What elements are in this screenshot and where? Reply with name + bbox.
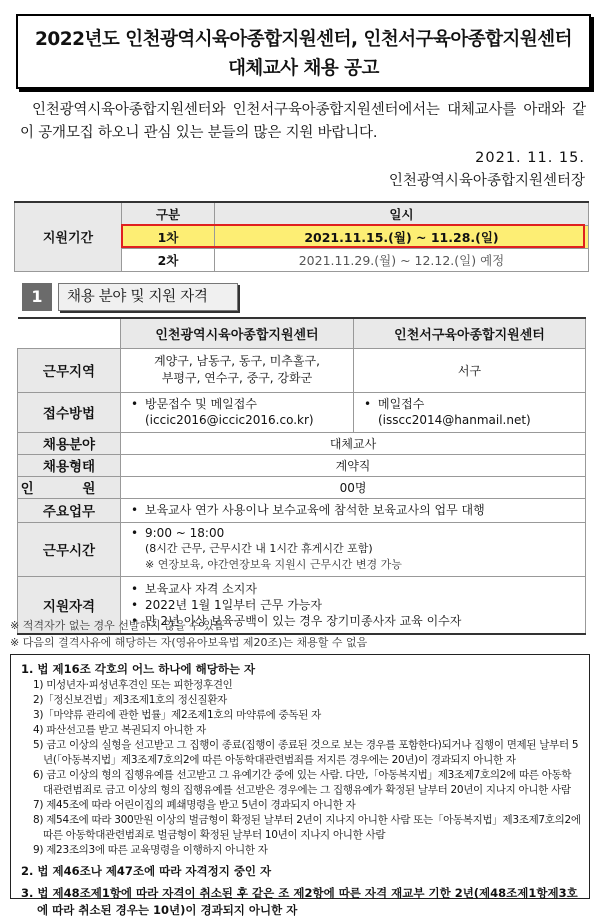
headcount-label: 인 원 (18, 476, 121, 498)
disq-item: 5) 금고 이상의 실형을 선고받고 그 집행이 종료(집행이 종료된 것으로 보는 경우를 포함한다)되거나 집행이 면제된 날부터 5년(「아동복지법」제3조제7호의2에 따른 아동학대관련범죄를 저지른 경우에는 20년)이 경과되지 아니한 자 (33, 739, 579, 766)
reception-b (354, 392, 586, 432)
round-2-period: 2021.11.29.(월) ~ 12.12.(일) 예정 (215, 248, 589, 271)
apply-period-label: 지원기간 (15, 202, 122, 271)
disq-item: 7) 제45조에 따라 어린이집의 폐쇄명령을 받고 5년이 경과되지 아니한 자 (33, 799, 356, 811)
section-title: 채용 분야 및 지원 자격 (58, 283, 238, 311)
work-area-a-line1: 계양구, 남동구, 동구, 미추홀구, (154, 354, 320, 368)
hours-value: • 9:00 ~ 18:00 (129, 525, 585, 541)
round-1: 1차 (122, 225, 215, 248)
duty-label: 주요업무 (18, 498, 121, 522)
hours-note1: (8시간 근무, 근무시간 내 1시간 휴게시간 포함) (145, 542, 373, 555)
disq-item: 2)「정신보건법」제3조제1호의 정신질환자 (33, 694, 228, 706)
work-area-a (121, 348, 354, 392)
disq-heading-2: 2. 법 제46조나 제47조에 따라 자격정지 중인 자 (21, 864, 272, 878)
issuer: 인천광역시육아종합지원센터장 (388, 173, 585, 189)
col-when-header: 일시 (215, 202, 589, 225)
disq-heading-3: 3. 법 제48조제1항에 따라 자격이 취소된 후 같은 조 제2항에 따른 자격 재교부 기한 2년(제48조제1항제3호에 따라 취소된 경우는 10년)이 경과되지 아니한 자 (21, 886, 578, 917)
disq-item: 6) 금고 이상의 형의 집행유예를 선고받고 그 유예기간 중에 있는 사람. 다만,「아동복지법」제3조제7호의2에 따른 아동학대관련범죄로 금고 이상의 형의 집행유예를 선고받은 경우에는 그 집행유예가 확정된 날부터 20년이 지나지 아니한 사람 (33, 769, 572, 796)
duty-cell (121, 498, 586, 522)
reception-a-item: • 방문접수 및 메일접수 (129, 396, 353, 412)
disq-item: 4) 파산선고를 받고 복권되지 아니한 자 (33, 724, 207, 736)
work-area-b: 서구 (354, 348, 586, 392)
work-area-a-line2: 부평구, 연수구, 중구, 강화군 (161, 371, 313, 385)
reception-a-email: (iccic2016@iccic2016.co.kr) (145, 413, 314, 427)
work-area-label: 근무지역 (18, 348, 121, 392)
center-a-header: 인천광역시육아종합지원센터 (121, 318, 354, 348)
qualification-item: • 보육교사 자격 소지자 (129, 581, 585, 597)
hours-note2: ※ 연장보육, 야간연장보육 지원시 근무시간 변경 가능 (145, 558, 402, 571)
corner-cell (18, 318, 121, 348)
reception-b-email: (isscc2014@hanmail.net) (378, 413, 531, 427)
title-box (16, 14, 591, 89)
recruitment-table (17, 317, 586, 635)
round-2: 2차 (122, 248, 215, 271)
disq-item: 3)「마약류 관리에 관한 법률」제2조제1호의 마약류에 중독된 자 (33, 709, 321, 721)
section-number: 1 (22, 283, 52, 311)
disq-heading-1: 1. 법 제16조 각호의 어느 하나에 해당하는 자 (21, 662, 256, 676)
reception-label: 접수방법 (18, 392, 121, 432)
intro-paragraph: 인천광역시육아종합지원센터와 인천서구육아종합지원센터에서는 대체교사를 아래와 같이 공개모집 하오니 관심 있는 분들의 많은 지원 바랍니다. (20, 102, 586, 141)
field-value: 대체교사 (121, 432, 586, 454)
hours-cell (121, 522, 586, 576)
type-label: 채용형태 (18, 454, 121, 476)
notice-date: 2021. 11. 15. (475, 150, 585, 166)
center-b-header: 인천서구육아종합지원센터 (354, 318, 586, 348)
col-round-header: 구분 (122, 202, 215, 225)
note-2: ※ 다음의 결격사유에 해당하는 자(영유아보육법 제20조)는 채용할 수 없음 (10, 636, 368, 649)
qualification-item: • 만 2년 이상 보육공백이 있는 경우 장기미종사자 교육 이수자 (129, 613, 585, 629)
qualification-label: 지원자격 (18, 576, 121, 634)
qualification-item: • 2022년 1월 1일부터 근무 가능자 (129, 597, 585, 613)
type-value: 계약직 (121, 454, 586, 476)
disq-item: 1) 미성년자·피성년후견인 또는 피한정후견인 (33, 679, 233, 691)
duty-value: • 보육교사 연가 사용이나 보수교육에 참석한 보육교사의 업무 대행 (129, 502, 585, 518)
note-1: ※ 적격자가 없는 경우 선발하지 않을 수 있음 (10, 619, 225, 632)
reception-a (121, 392, 354, 432)
title-line2: 대체교사 채용 공고 (228, 58, 379, 79)
round-1-period: 2021.11.15.(월) ~ 11.28.(일) (215, 225, 589, 248)
headcount-value: 00명 (121, 476, 586, 498)
disqualification-box (10, 654, 590, 917)
field-label: 채용분야 (18, 432, 121, 454)
title-line1: 2022년도 인천광역시육아종합지원센터, 인천서구육아종합지원센터 (35, 29, 572, 50)
disq-item: 9) 제23조의3에 따른 교육명령을 이행하지 아니한 자 (33, 844, 268, 856)
reception-b-item: • 메일접수 (362, 396, 585, 412)
apply-period-table (14, 201, 589, 272)
hours-label: 근무시간 (18, 522, 121, 576)
disq-item: 8) 제54조에 따라 300만원 이상의 벌금형이 확정된 날부터 2년이 지나지 아니한 사람 또는「아동복지법」제3조제7호의2에 따른 아동학대관련범죄로 벌금형이 확정된 날부터 10년이 지나지 아니한 사람 (33, 814, 581, 841)
